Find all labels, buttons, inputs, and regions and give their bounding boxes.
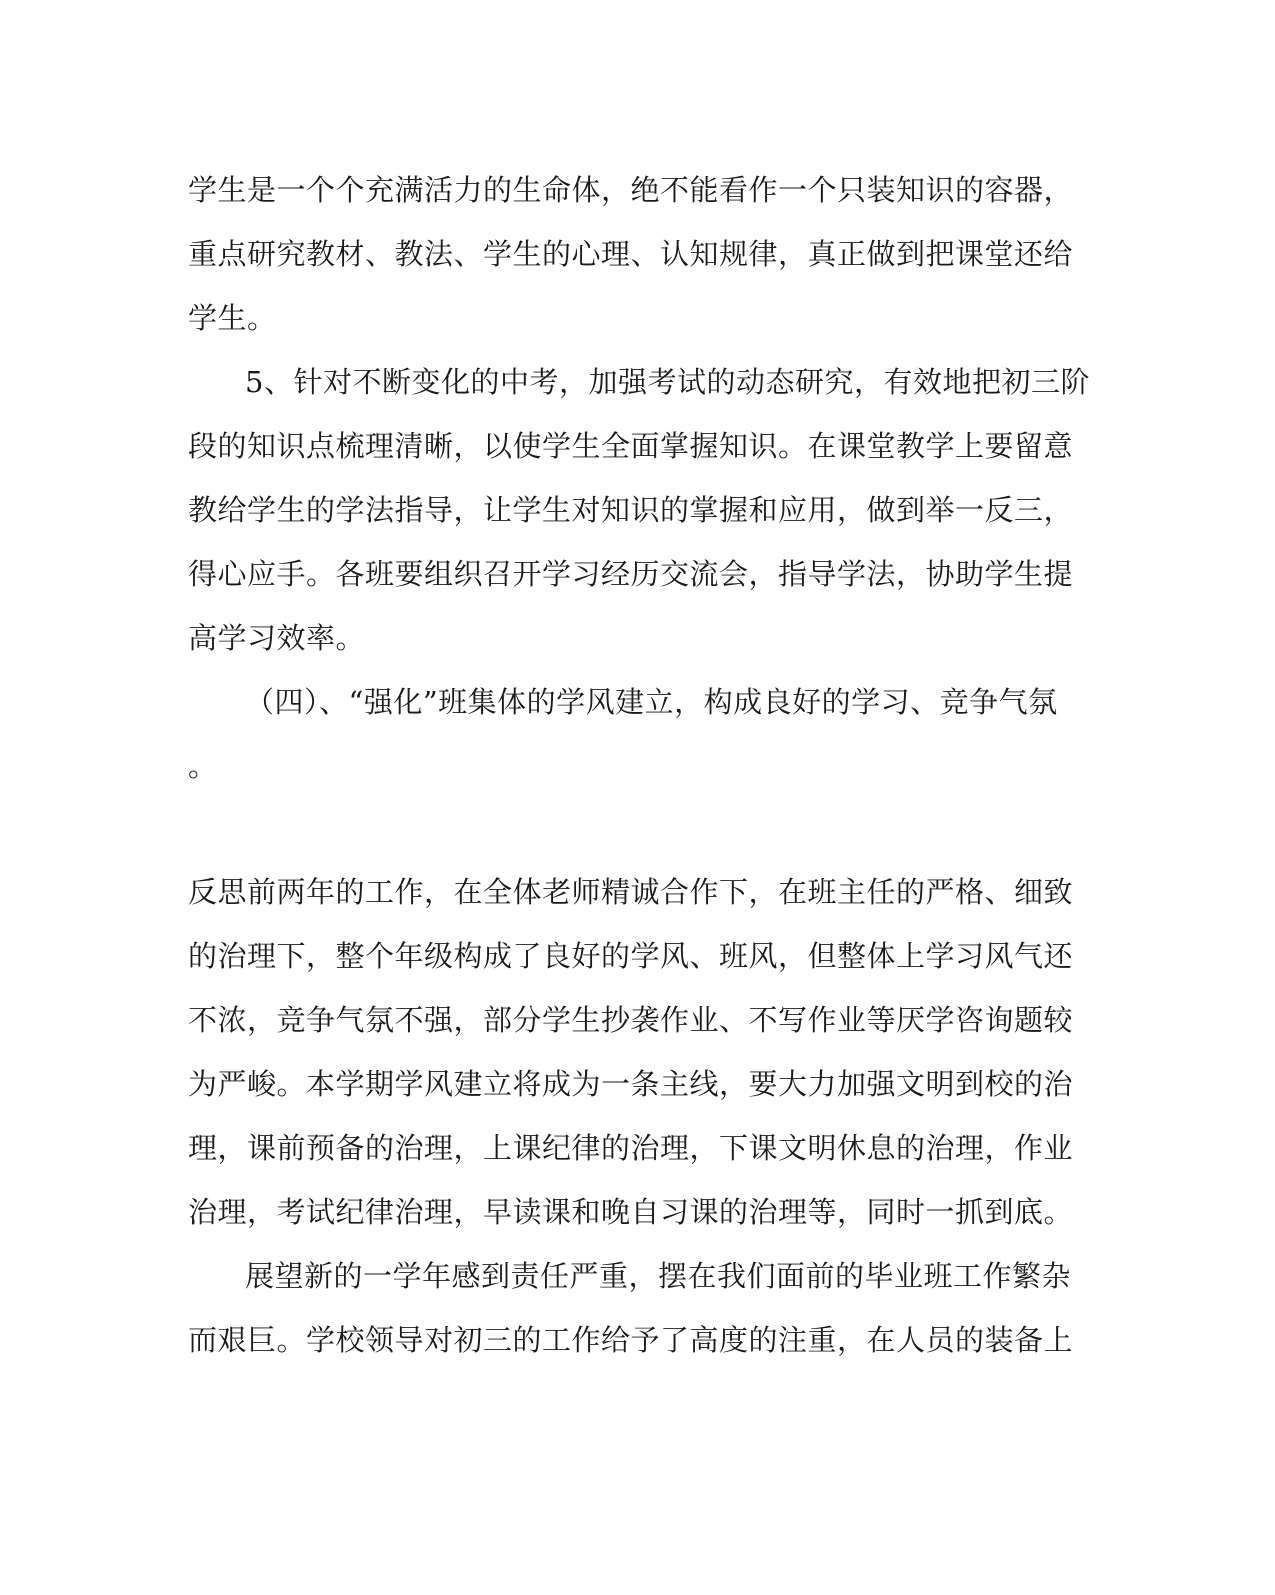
text-line: 得心应手。各班要组织召开学习经历交流会，指导学法，协助学生提	[188, 557, 1074, 591]
text-line: 重点研究教材、教法、学生的心理、认知规律，真正做到把课堂还给	[188, 237, 1074, 271]
text-line: 高学习效率。	[188, 621, 366, 655]
text-line: 反思前两年的工作，在全体老师精诚合作下，在班主任的严格、细致	[188, 875, 1074, 909]
paragraph-start-line: 5、针对不断变化的中考，加强考试的动态研究，有效地把初三阶	[245, 365, 1090, 399]
section-heading: （四）、“强化”班集体的学风建立，构成良好的学习、竞争气氛	[245, 685, 1058, 719]
text-line: 而艰巨。学校领导对初三的工作给予了高度的注重，在人员的装备上	[188, 1323, 1074, 1357]
text-line: 不浓，竞争气氛不强，部分学生抄袭作业、不写作业等厌学咨询题较	[188, 1003, 1074, 1037]
text-line: 为严峻。本学期学风建立将成为一条主线，要大力加强文明到校的治	[188, 1067, 1074, 1101]
text-line: 学生。	[188, 301, 277, 335]
text-line: 段的知识点梳理清晰，以使学生全面掌握知识。在课堂教学上要留意	[188, 429, 1074, 463]
text-line: 学生是一个个充满活力的生命体，绝不能看作一个只装知识的容器，	[188, 173, 1074, 207]
paragraph-start-line: 展望新的一学年感到责任严重，摆在我们面前的毕业班工作繁杂	[245, 1259, 1072, 1293]
text-line: 理，课前预备的治理，上课纪律的治理，下课文明休息的治理，作业	[188, 1131, 1074, 1165]
text-line: 治理，考试纪律治理，早读课和晚自习课的治理等，同时一抓到底。	[188, 1195, 1074, 1229]
text-line: 。	[188, 749, 218, 783]
text-line: 教给学生的学法指导，让学生对知识的掌握和应用，做到举一反三，	[188, 493, 1074, 527]
text-line: 的治理下，整个年级构成了良好的学风、班风，但整体上学习风气还	[188, 939, 1074, 973]
